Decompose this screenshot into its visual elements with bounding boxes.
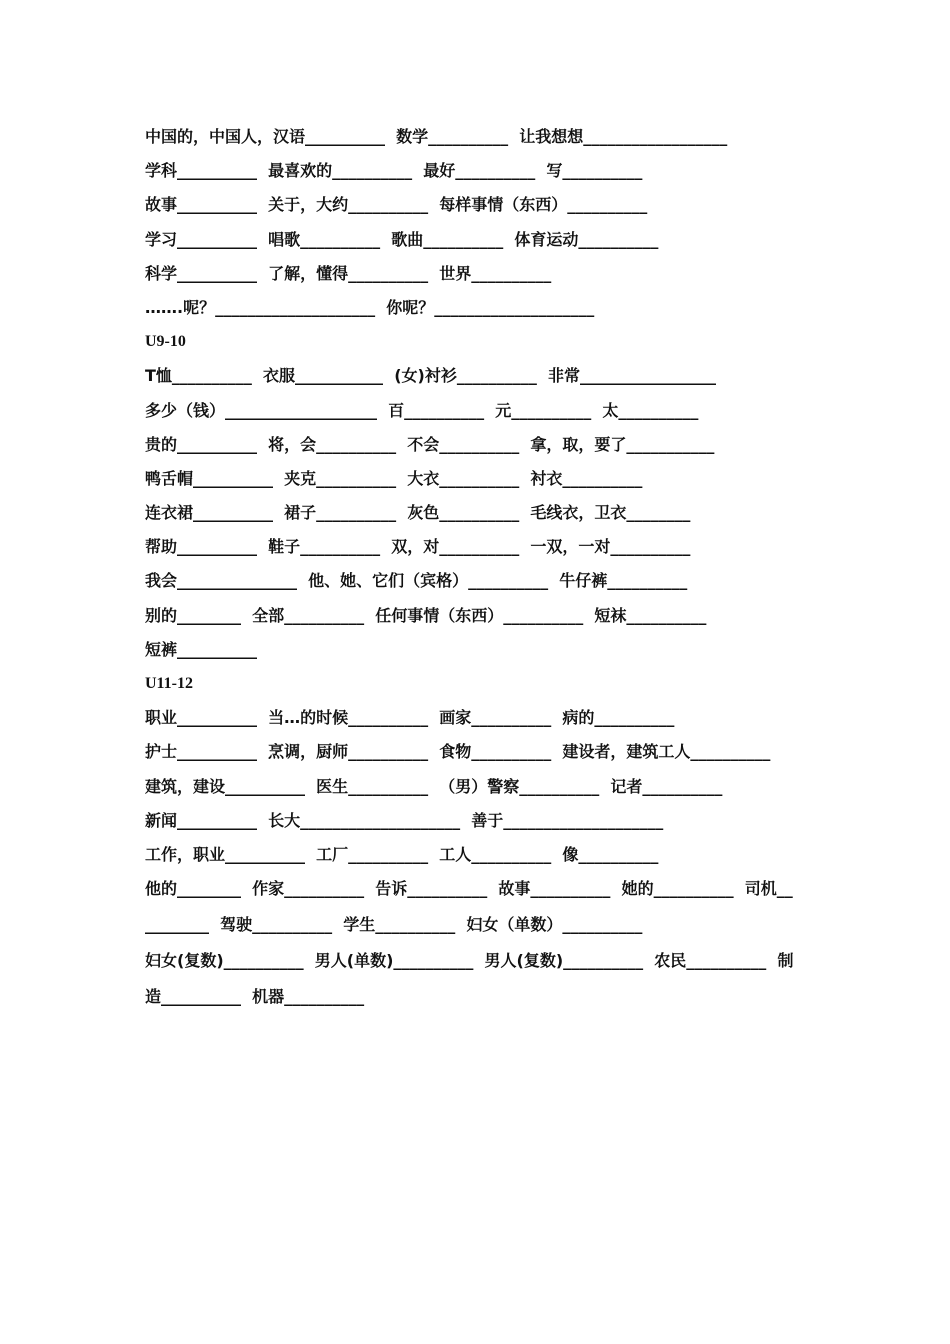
vocab-line: 护士__________ 烹调，厨师__________ 食物__________ 建设者，建筑工人__________ bbox=[145, 742, 771, 762]
vocab-line: 他的________ 作家__________ 告诉__________ 故事__________ 她的__________ 司机__ bbox=[145, 879, 793, 899]
vocab-line: 中国的，中国人，汉语__________ 数学__________ 让我想想__________________ bbox=[145, 127, 728, 146]
vocab-line: 连衣裙__________ 裙子__________ 灰色__________ 毛线衣，卫衣________ bbox=[145, 503, 691, 523]
vocab-line: 学科__________ 最喜欢的__________ 最好__________ 写__________ bbox=[145, 161, 643, 181]
vocab-line: 多少（钱）___________________ 百__________ 元__________ 太__________ bbox=[145, 400, 699, 420]
vocab-line: 新闻__________ 长大____________________ 善于____________________ bbox=[145, 810, 664, 830]
vocab-line: T恤__________ 衣服___________ (女)衬衫__________ 非常_________________ bbox=[145, 366, 716, 386]
vocab-line: 工作，职业__________ 工厂__________ 工人__________ 像__________ bbox=[145, 844, 659, 864]
vocab-line: 职业__________ 当…的时候__________ 画家__________ 病的__________ bbox=[145, 708, 675, 728]
vocab-line: 我会_______________ 他、她、它们（宾格）__________ 牛仔裤__________ bbox=[145, 571, 688, 591]
vocab-line: 短裤__________ bbox=[145, 639, 258, 659]
vocab-line: 科学__________ 了解，懂得__________ 世界__________ bbox=[145, 263, 552, 283]
vocab-line: 学习__________ 唱歌__________ 歌曲__________ 体育运动__________ bbox=[145, 229, 659, 249]
unit-heading-u9-10: U9-10 bbox=[145, 333, 186, 351]
vocab-line: 妇女(复数)__________ 男人(单数)__________ 男人(复数)__________ 农民__________ 制 bbox=[145, 951, 794, 971]
vocab-line: 造__________ 机器__________ bbox=[145, 987, 365, 1007]
vocab-line: 帮助__________ 鞋子__________ 双，对__________ 一双，一对__________ bbox=[145, 537, 691, 557]
vocab-line: 鸭舌帽__________ 夹克__________ 大衣__________ 衬衣__________ bbox=[145, 468, 643, 488]
vocab-line: ________ 驾驶__________ 学生__________ 妇女（单数）__________ bbox=[145, 915, 643, 935]
vocabulary-list bbox=[145, 124, 810, 1018]
vocab-line: 建筑，建设__________ 医生__________ （男）警察__________ 记者__________ bbox=[145, 776, 723, 796]
vocab-line: …….呢？____________________ 你呢？____________________ bbox=[145, 297, 595, 317]
vocab-line: 贵的__________ 将，会__________ 不会__________ 拿，取，要了___________ bbox=[145, 434, 715, 454]
vocab-line: 故事__________ 关于，大约__________ 每样事情（东西）__________ bbox=[145, 195, 648, 215]
unit-heading-u11-12: U11-12 bbox=[145, 675, 193, 692]
vocab-line: 别的________ 全部__________ 任何事情（东西）__________ 短袜__________ bbox=[145, 605, 707, 625]
